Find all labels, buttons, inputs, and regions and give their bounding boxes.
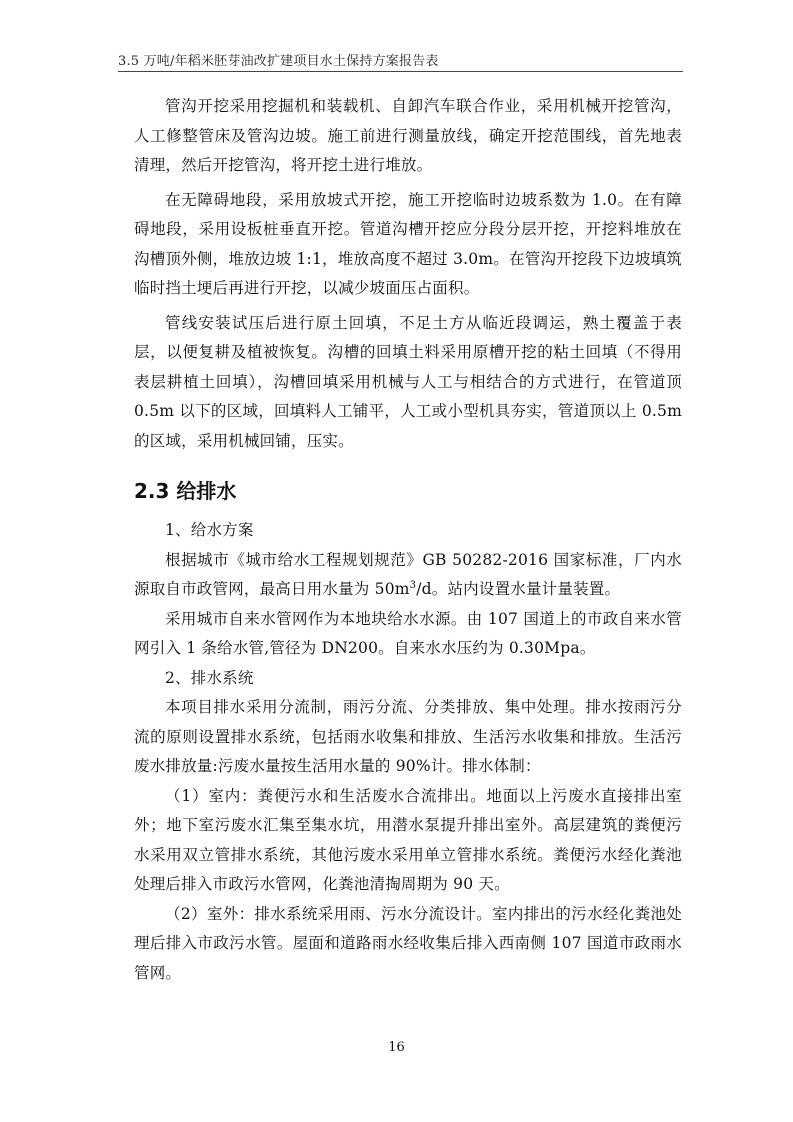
subheading-water-supply: 1、给水方案 <box>165 521 254 539</box>
water-source-text: 根据城市《城市给水工程规划规范》GB 50282-2016 国家标准，厂内水源取自市政管网，最高日用水量为 50m <box>134 550 682 598</box>
unit-superscript: 3 <box>409 579 417 591</box>
header-rule <box>118 71 683 72</box>
water-source-text-end: /d。站内设置水量计量装置。 <box>416 580 621 598</box>
running-header: 3.5 万吨/年稻米胚芽油改扩建项目水土保持方案报告表 <box>118 54 439 69</box>
paragraph-indoor-drainage: （1）室内：粪便污水和生活废水合流排出。地面以上污废水直接排出室外；地下室污废水汇集至集水坑，用潜水泵提升排出室外。高层建筑的粪便污水采用双立管排水系统，其他污废水采用单立管排水系统。粪便污水经化粪池处理后排入市政污水管网，化粪池清掏周期为 90 天。 <box>134 786 682 893</box>
page-number: 16 <box>388 1040 405 1055</box>
section-title: 2.3 给排水 <box>134 479 237 503</box>
paragraph-outdoor-drainage: （2）室外：排水系统采用雨、污水分流设计。室内排出的污水经化粪池处理后排入市政污水管。屋面和道路雨水经收集后排入西南侧 107 国道市政雨水管网。 <box>134 904 682 982</box>
page-body <box>134 92 682 988</box>
paragraph-trench-excavation: 管沟开挖采用挖掘机和装载机、自卸汽车联合作业，采用机械开挖管沟，人工修整管床及管沟边坡。施工前进行测量放线，确定开挖范围线，首先地表清理，然后开挖管沟，将开挖土进行堆放。 <box>134 97 682 174</box>
paragraph-backfill: 管线安装试压后进行原土回填，不足土方从临近段调运，熟土覆盖于表层，以便复耕及植被恢复。沟槽的回填土料采用原槽开挖的粘土回填（不得用表层耕植土回填），沟槽回填采用机械与人工与相结合的方式进行，在管道顶 0.5m 以下的区域，回填料人工铺平，人工或小型机具夯实，管道顶以上 0.5m 的区域，采用机械回铺，压实。 <box>134 313 682 450</box>
paragraph-slope-excavation: 在无障碍地段，采用放坡式开挖，施工开挖临时边坡系数为 1.0。在有障碍地段，采用设板桩垂直开挖。管道沟槽开挖应分段分层开挖，开挖料堆放在沟槽顶外侧，堆放边坡 1:1，堆放高度不超过 3.0m。在管沟开挖段下边坡填筑临时挡土埂后再进行开挖，以减少坡面压占面积。 <box>134 190 682 297</box>
paragraph-water-source <box>134 546 682 605</box>
subheading-drainage: 2、排水系统 <box>165 668 254 687</box>
paragraph-water-main: 采用城市自来水管网作为本地块给水水源。由 107 国道上的市政自来水管网引入 1 条给水管,管径为 DN200。自来水水压约为 0.30Mpa。 <box>134 609 682 657</box>
paragraph-drainage-system: 本项目排水采用分流制，雨污分流、分类排放、集中处理。排水按雨污分流的原则设置排水系统，包括雨水收集和排放、生活污水收集和排放。生活污废水排放量:污废水量按生活用水量的 90%计。排水体制： <box>134 698 682 775</box>
